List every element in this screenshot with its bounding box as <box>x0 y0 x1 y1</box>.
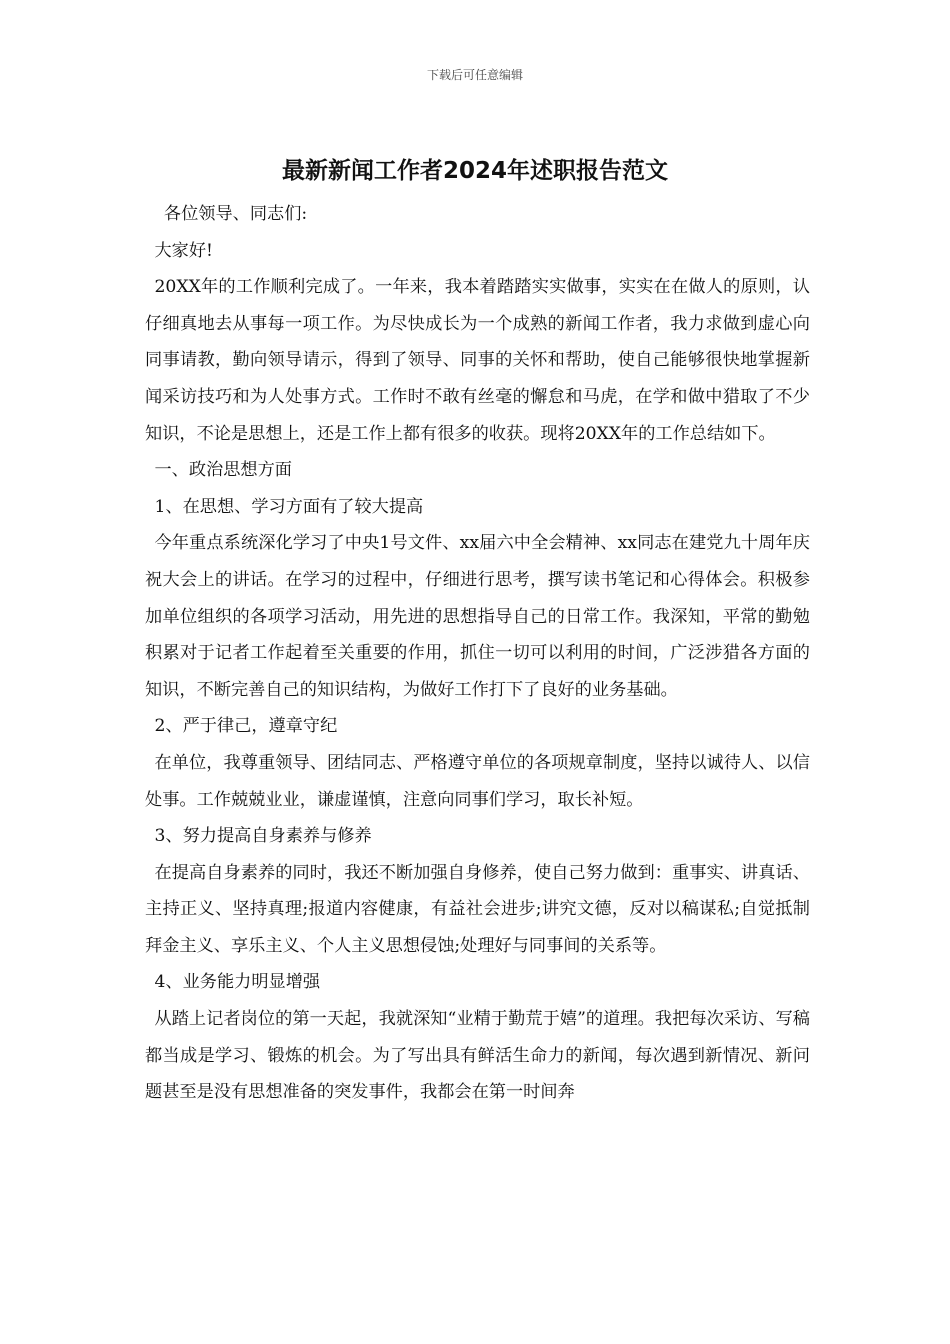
body-paragraph: 在提高自身素养的同时，我还不断加强自身修养，使自己努力做到：重事实、讲真话、主持正义、坚持真理;报道内容健康，有益社会进步;讲究文德，反对以稿谋私;自觉抵制拜金主义、享乐主义、个人主义思想侵蚀;处理好与同事间的关系等。 <box>145 862 810 956</box>
body-paragraph: 从踏上记者岗位的第一天起，我就深知“业精于勤荒于嬉”的道理。我把每次采访、写稿都当成是学习、锻炼的机会。为了写出具有鲜活生命力的新闻，每次遇到新情况、新问题甚至是没有思想准备的突发事件，我都会在第一时间奔 <box>145 1009 810 1103</box>
subsection-heading: 3、努力提高自身素养与修养 <box>154 826 372 847</box>
subsection-heading: 4、业务能力明显增强 <box>154 972 321 993</box>
body-paragraph: 20XX年的工作顺利完成了。一年来，我本着踏踏实实做事，实实在在做人的原则，认仔细真地去从事每一项工作。为尽快成长为一个成熟的新闻工作者，我力求做到虚心向同事请教，勤向领导请示，得到了领导、同事的关怀和帮助，使自己能够很快地掌握新闻采访技巧和为人处事方式。工作时不敢有丝毫的懈怠和马虎，在学和做中猎取了不少知识，不论是思想上，还是工作上都有很多的收获。现将20XX年的工作总结如下。 <box>145 277 810 444</box>
subsection-heading: 2、严于律己，遵章守纪 <box>154 716 338 737</box>
greeting: 大家好! <box>154 240 213 261</box>
body-paragraph: 在单位，我尊重领导、团结同志、严格遵守单位的各项规章制度，坚持以诚待人、以信处事。工作兢兢业业，谦虚谨慎，注意向同事们学习，取长补短。 <box>145 752 810 810</box>
document-title: 最新新闻工作者2024年述职报告范文 <box>281 158 668 184</box>
page-header-note: 下载后可任意编辑 <box>426 68 523 82</box>
document-body <box>145 196 810 1111</box>
section-heading: 一、政治思想方面 <box>154 460 292 481</box>
subsection-heading: 1、在思想、学习方面有了较大提高 <box>154 496 424 517</box>
salutation: 各位领导、同志们: <box>163 204 308 224</box>
body-paragraph: 今年重点系统深化学习了中央1号文件、xx届六中全会精神、xx同志在建党九十周年庆祝大会上的讲话。在学习的过程中，仔细进行思考，撰写读书笔记和心得体会。积极参加单位组织的各项学习活动，用先进的思想指导自己的日常工作。我深知，平常的勤勉积累对于记者工作起着至关重要的作用，抓住一切可以利用的时间，广泛涉猎各方面的知识，不断完善自己的知识结构，为做好工作打下了良好的业务基础。 <box>145 533 810 700</box>
